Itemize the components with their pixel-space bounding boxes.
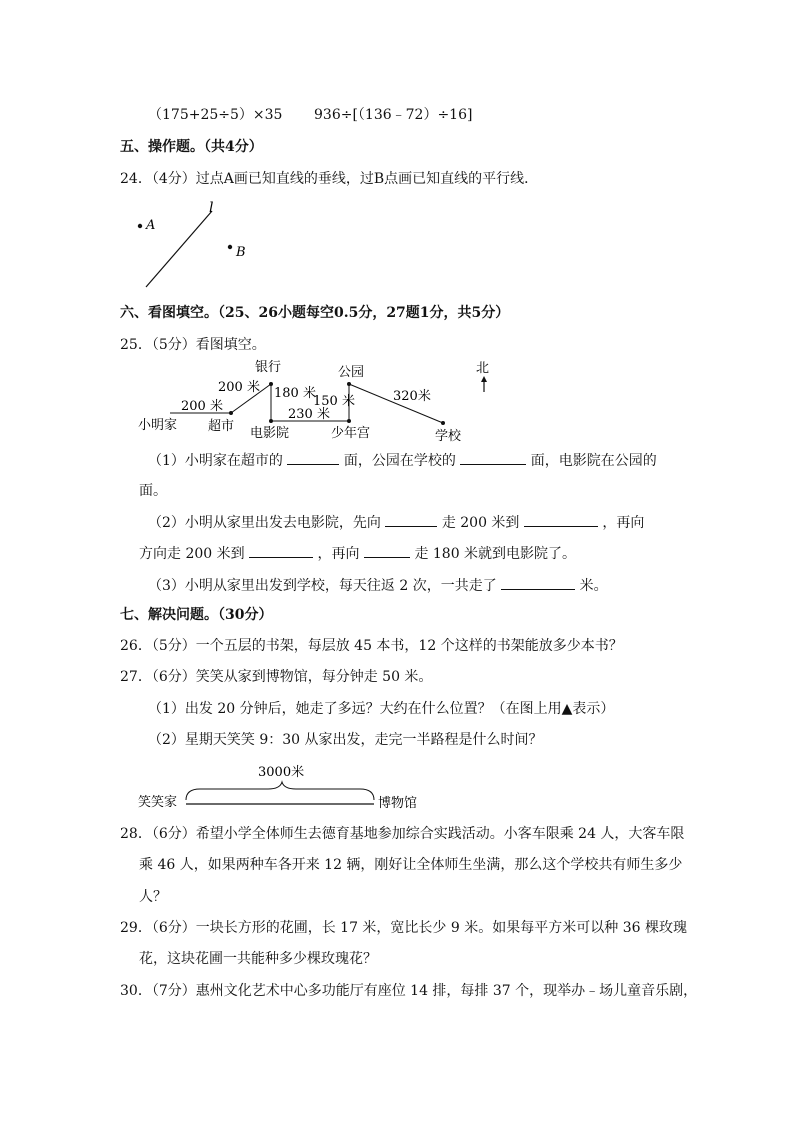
figure-q24 [130,198,270,290]
dist-park-school: 320米 [393,389,431,404]
label-cinema: 电影院 [250,426,290,441]
blank-25-2-d[interactable] [364,543,410,558]
point-a [138,224,142,228]
question-25-1-cont: 面。 [139,483,167,499]
north-label: 北 [476,361,490,376]
section-5-title: 五、操作题。（共4分） [120,139,263,155]
question-25-3: （3）小明从家里出发到学校，每天往返 2 次，一共走了 米。 [148,575,608,596]
dist-bank-cinema: 180 米 [274,386,316,401]
point-school [441,421,445,425]
question-27: 27．（6分）笑笑从家到博物馆，每分钟走 50 米。 [120,669,433,685]
point-b [228,245,232,249]
blank-25-2-b[interactable] [524,512,598,527]
question-28-line-1: 28．（6分）希望小学全体师生去德育基地参加综合实践活动。小客车限乘 24 人，大客车限 [120,826,685,842]
blank-25-3[interactable] [501,575,575,590]
figure-q27 [130,760,440,812]
label-youth-palace: 少年宫 [331,426,371,441]
question-26: 26．（5分）一个五层的书架，每层放 45 本书，12 个这样的书架能放多少本书？ [120,638,623,654]
point-bank [269,382,273,386]
blank-25-1-b[interactable] [460,450,526,465]
section-6-title: 六、看图填空。（25、26小题每空0.5分，27题1分，共5分） [120,305,510,321]
point-b-label: B [236,245,246,260]
question-24: 24．（4分）过点A画已知直线的垂线，过B点画已知直线的平行线． [120,171,539,187]
label-start-home: 笑笑家 [138,795,178,810]
calc-expression-2: 936÷[（136﹣72）÷16] [314,107,473,123]
line-l [146,211,212,287]
label-market: 超市 [208,419,235,434]
question-25-2-cont: 方向走 200 米到 ，再向 走 180 米就到电影院了。 [139,543,576,564]
question-29-line-2: 花，这块花圃一共能种多少棵玫瑰花？ [139,951,377,967]
question-28-line-3: 人？ [139,889,167,905]
brace [186,782,374,800]
question-27-2: （2）星期天笑笑 9：30 从家出发，走完一半路程是什么时间？ [148,732,543,748]
point-a-label: A [146,218,156,233]
label-bank: 银行 [255,360,282,375]
figure-q25-map [130,354,510,446]
question-29-line-1: 29．（6分）一块长方形的花圃，长 17 米，宽比长少 9 米。如果每平方米可以种 36 棵玫瑰 [120,920,687,936]
line-l-label: l [209,200,214,216]
section-7-title: 七、解决问题。（30分） [120,607,273,623]
question-27-1: （1）出发 20 分钟后，她走了多远？大约在什么位置？（在图上用▲表示） [148,701,615,717]
label-school: 学校 [435,429,462,444]
point-market [229,411,233,415]
point-youth-palace [347,419,351,423]
question-25-1: （1）小明家在超市的 面，公园在学校的 面，电影院在公园的 [148,450,657,471]
blank-25-1-a[interactable] [287,450,339,465]
point-park [347,382,351,386]
point-cinema [269,419,273,423]
label-end-museum: 博物馆 [378,796,418,811]
question-25-heading: 25．（5分）看图填空。 [120,337,266,353]
dist-park-palace: 150 米 [313,394,355,409]
dist-cinema-palace: 230 米 [288,407,330,422]
label-home: 小明家 [138,418,178,433]
label-distance-3000: 3000米 [258,765,305,780]
dist-home-market: 200 米 [181,399,223,414]
dist-market-bank: 200 米 [218,380,260,395]
question-30-line-1: 30．（7分）惠州文化艺术中心多功能厅有座位 14 排，每排 37 个，现举办﹣场儿童音乐剧， [120,983,698,999]
question-25-2: （2）小明从家里出发去电影院，先向 走 200 米到 ，再向 [148,512,644,533]
calc-expression-1: （175+25÷5）×35 [148,107,283,123]
label-park: 公园 [338,365,365,380]
blank-25-2-a[interactable] [385,512,437,527]
blank-25-2-c[interactable] [249,543,313,558]
question-28-line-2: 乘 46 人，如果两种车各开来 12 辆，刚好让全体师生坐满，那么这个学校共有师生多少 [139,857,683,873]
